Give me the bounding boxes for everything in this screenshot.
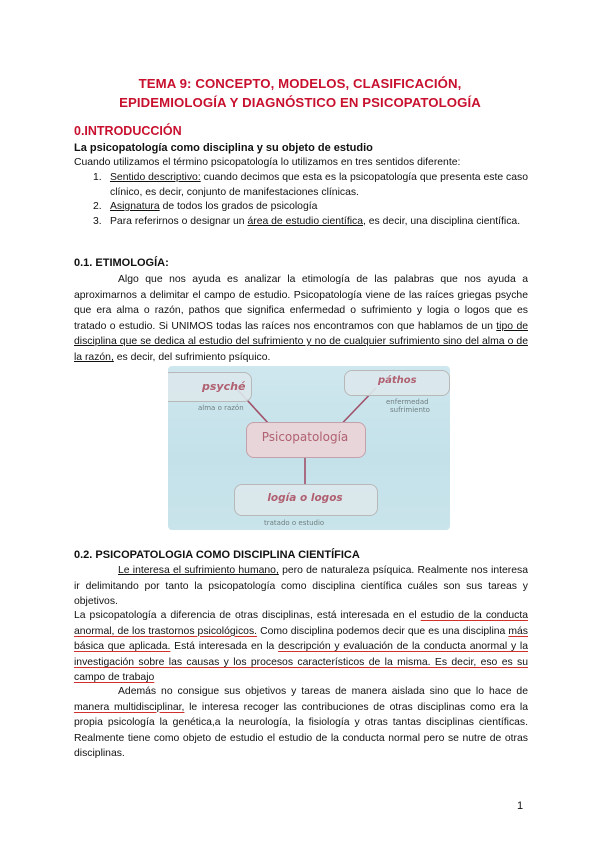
title-line-1: TEMA 9: CONCEPTO, MODELOS, CLASIFICACIÓN, [138,76,462,91]
list-item-term: área de estudio científica [247,215,363,227]
psyche-sub: alma o razón [198,404,244,412]
highlight-multidisciplinar: manera multidisciplinar, [74,701,185,713]
list-item [93,171,528,200]
title-line-2: EPIDEMIOLOGÍA Y DIAGNÓSTICO EN PSICOPATOLOGÍA [119,95,481,110]
highlight-descripcion: descripción y evaluación de la conducta anormal y la investigación sobre las causas y los procesos característicos de la misma. Es decir, eso es su campo de trabajo [74,641,528,684]
list-item [93,200,528,215]
intro-subheading: La psicopatología como disciplina y su objeto de estudio [74,142,373,154]
list-item-text: , es decir, una disciplina científica. [363,215,521,227]
list-item-text: cuando decimos que esta es la psicopatología que presenta este caso clínico, es decir, conjunto de manifestaciones clínicas. [110,172,528,198]
cientifica-text-2b: Como disciplina podemos decir que es una disciplina [257,625,509,637]
list-item [93,215,528,230]
highlight-conducta-anormal: estudio de la conducta anormal, de los trastornos psicológicos. [74,610,528,637]
cientifica-heading: 0.2. PSICOPATOLOGIA COMO DISCIPLINA CIENTÍFICA [74,549,360,561]
etimologia-heading: 0.1. ETIMOLOGÍA: [74,257,169,269]
list-number: 1. [93,172,102,183]
cientifica-text-2c: Está interesada en la [170,641,279,653]
psyche-label: psyché [202,380,246,393]
list-number: 3. [93,215,102,227]
pathos-sub-1: enfermedad [386,398,429,406]
list-item-pre: Para referirnos o designar un [110,215,248,227]
list-item-term: Asignatura [110,201,160,213]
list-item-term: Sentido descriptivo: [110,172,201,183]
center-label: Psicopatología [261,430,349,444]
pathos-sub-2: sufrimiento [390,406,430,414]
etimologia-text: Algo que nos ayuda es analizar la etimología de las palabras que nos ayuda a aproximarnos a delimitar el campo de estudio. Psicopatología viene de las raíces griegas psyche que era alma o razón, pathos que significa enfermedad o sufrimiento y logia o logos que es tratado o estudio. Si UNIMOS todas las raíces nos encontramos con que hablamos de un [74,274,528,332]
etimologia-text-end: es decir, del sufrimiento psíquico. [113,351,271,363]
page-title [60,74,540,112]
cientifica-paragraph-2 [74,608,528,686]
page-number: 1 [517,800,524,812]
logia-label: logía o logos [267,492,343,504]
list-item-text: de todos los grados de psicología [159,201,318,213]
cientifica-paragraph-1 [74,563,528,610]
cientifica-text-2a: La psicopatología a diferencia de otras disciplinas, está interesada en el [74,610,421,621]
cientifica-paragraph-3 [74,684,528,762]
logia-sub: tratado o estudio [264,519,325,527]
list-number: 2. [93,201,102,213]
intro-heading: 0.INTRODUCCIÓN [74,124,182,138]
etymology-diagram [168,366,450,530]
intro-lead: Cuando utilizamos el término psicopatología lo utilizamos en tres sentidos diferente: [74,157,461,168]
cientifica-text-3a: Además no consigue sus objetivos y tareas de manera aislada sino que lo hace de [118,686,528,697]
cientifica-text-1: pero de naturaleza psíquica. Realmente nos interesa ir delimitando por tanto la psicopatología como disciplina científica cuáles son sus tareas y objetivos. [74,565,528,608]
cientifica-text-3b: le interesa recoger las contribuciones de otras disciplinas como era la propia psicología la genética,a la neurología, la fisiología y otras tantas disciplinas científicas. Realmente tiene como objeto de estudio el estudio de la conducta normal pero se nutre de otras disciplinas. [74,701,528,760]
sense-list [93,171,528,229]
pathos-label: páthos [378,375,417,386]
etimologia-paragraph [74,272,528,366]
cientifica-underlined-1: Le interesa el sufrimiento humano, [118,565,279,576]
etimologia-underlined: tipo de disciplina que se dedica al estudio del sufrimiento y no de cualquier sufrimiento sino del alma o de la razón, [74,320,529,363]
highlight-basica: más básica que aplicada. [74,625,528,653]
